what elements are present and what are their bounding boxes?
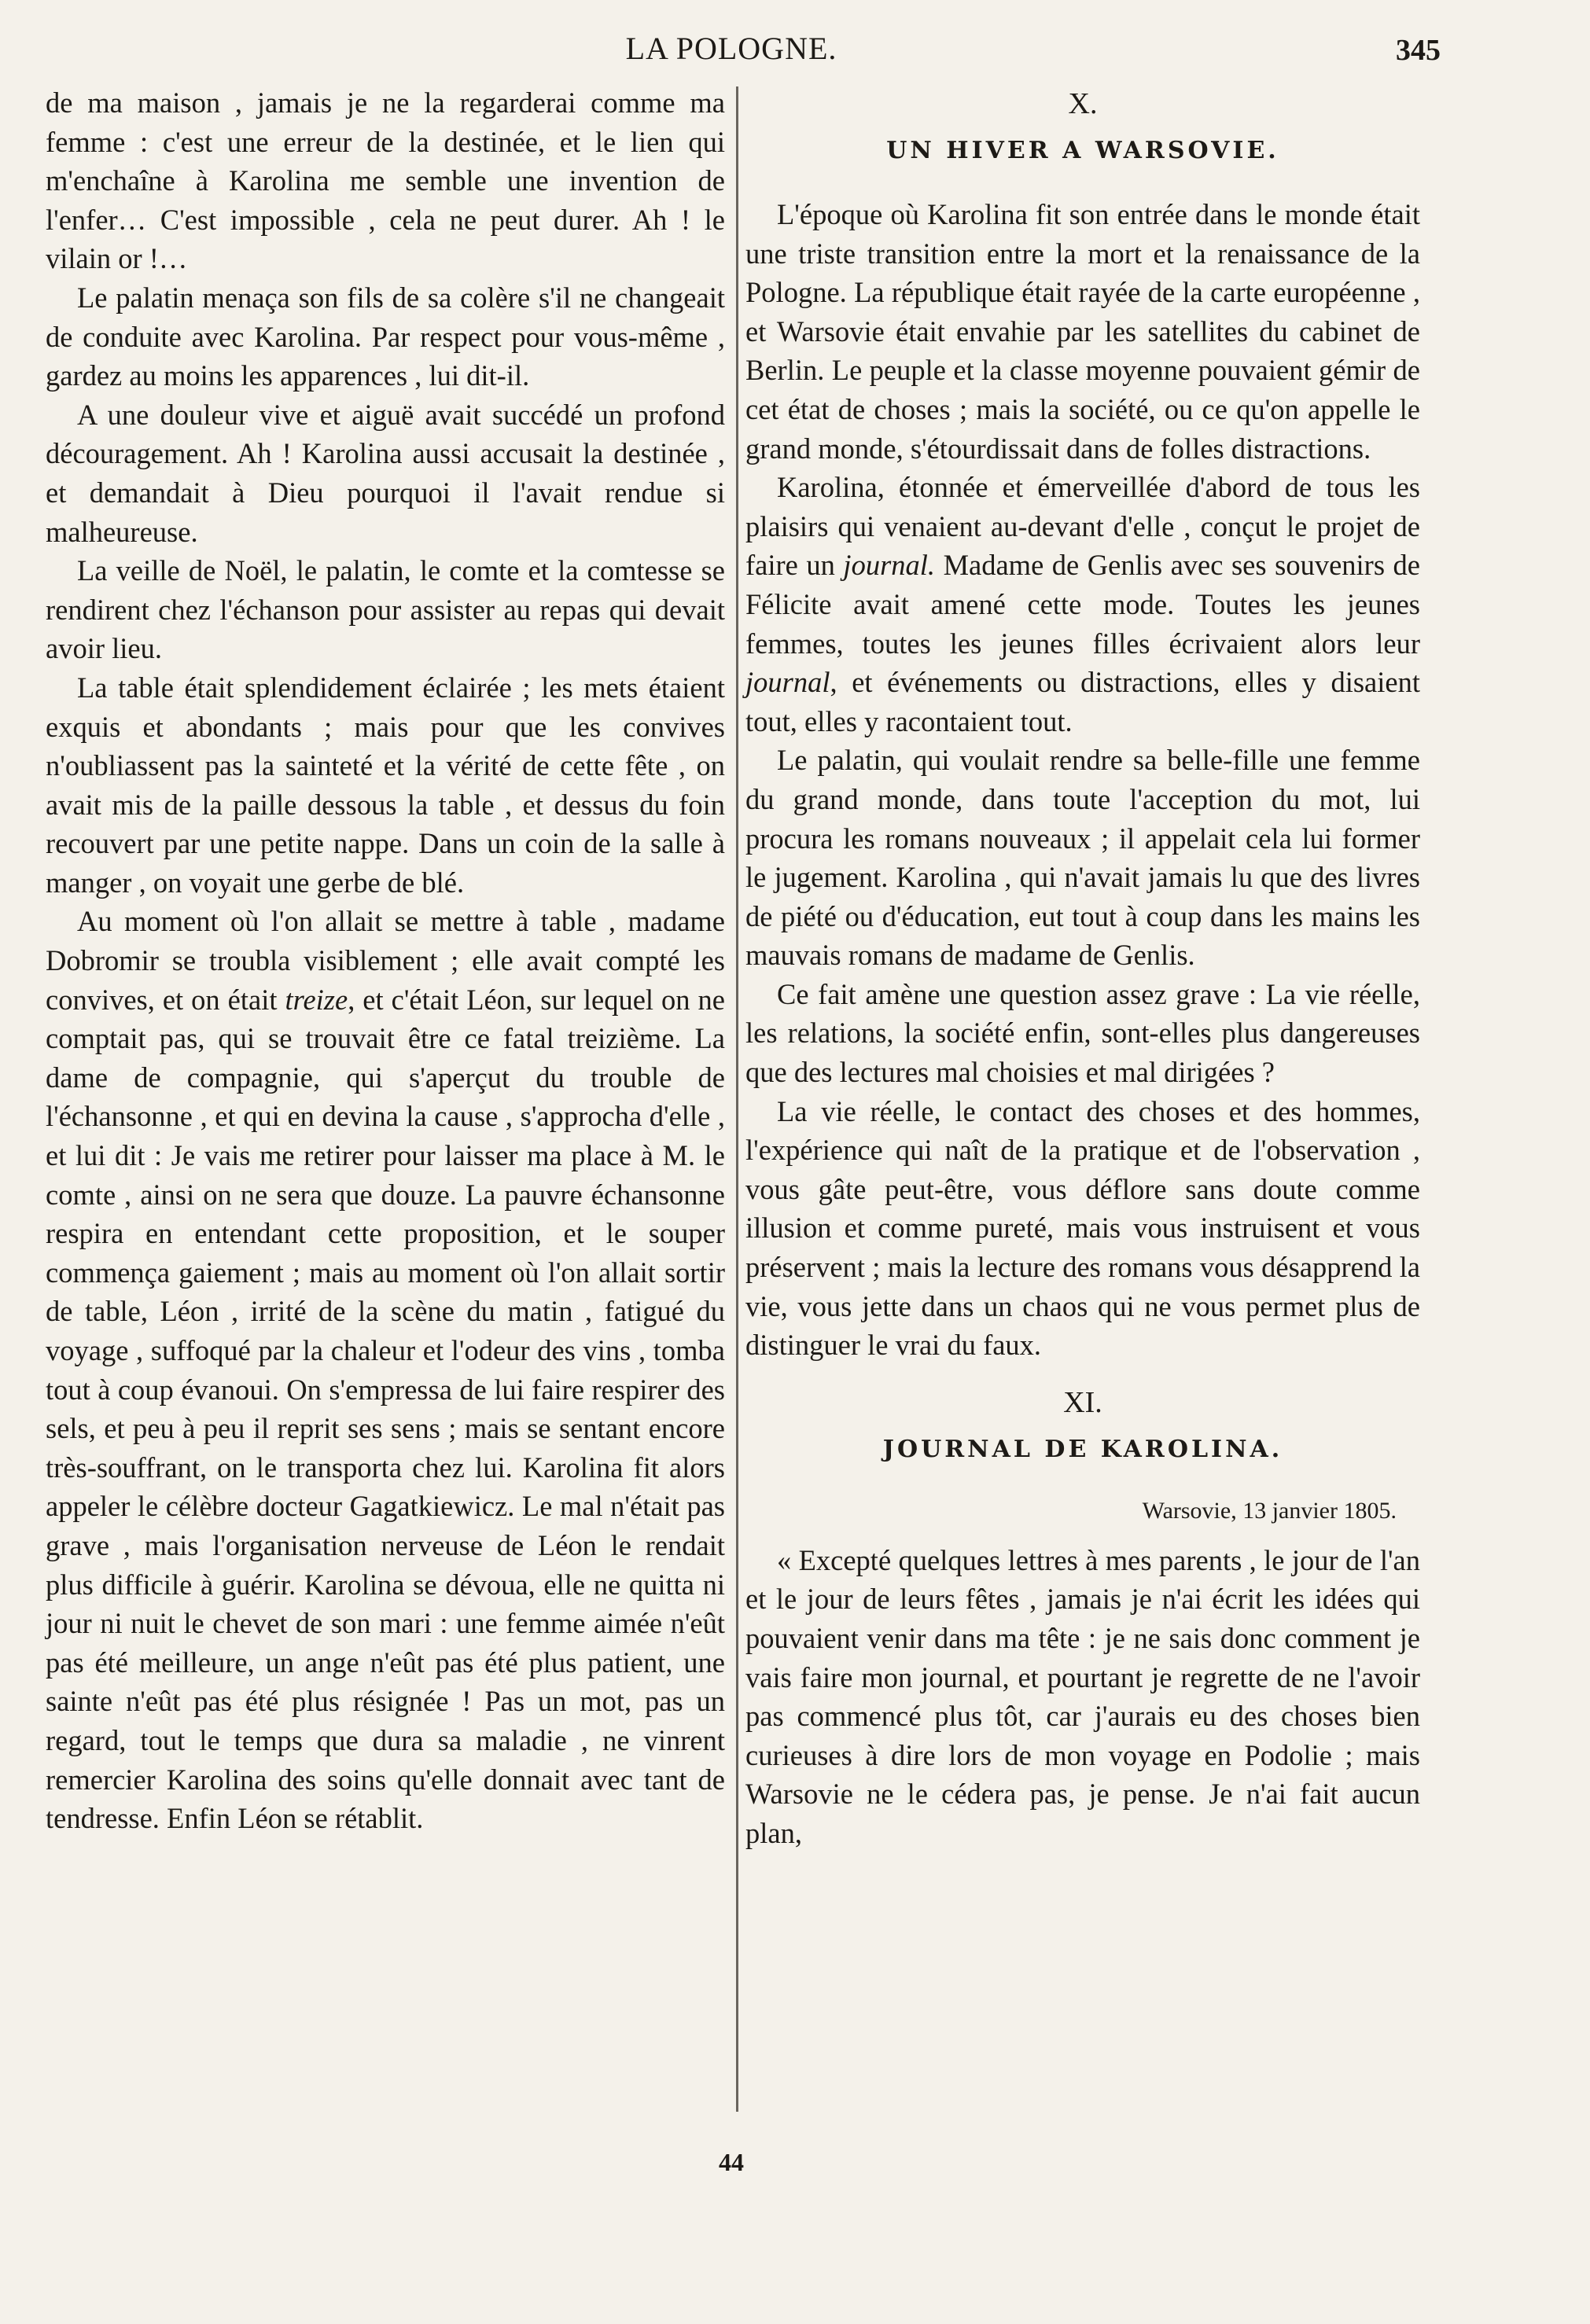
section-number: XI.	[1063, 1385, 1102, 1419]
right-column	[745, 83, 1420, 1853]
text-run: Au moment où l'on allait se mettre à table , madame Dobromir se troubla visiblement ; elle avait compté les convives, et on était	[46, 905, 725, 1016]
paragraph	[46, 902, 725, 1837]
paragraph: « Excepté quelques lettres à mes parents , le jour de l'an et le jour de leurs fêtes , jamais je n'ai écrit les idées qui pouvaient venir dans ma tête : je ne sais donc comment je vais faire mon journal, et pourtant je regrette de ne l'avoir pas commencé plus tôt, car j'aurais eu des choses bien curieuses à dire lors de mon voyage en Podolie ; mais Warsovie ne le cédera pas, je pense. Je n'ai fait aucun plan,	[745, 1543, 1420, 1849]
dateline: Warsovie, 13 janvier 1805.	[1142, 1497, 1397, 1524]
paragraph: Le palatin menaça son fils de sa colère s'il ne changeait de conduite avec Karolina. Par respect pour vous-même , gardez au moins les apparences , lui dit-il.	[46, 281, 725, 392]
paragraph	[745, 468, 1420, 741]
italic-text: journal.	[843, 549, 936, 582]
paragraph: La vie réelle, le contact des choses et des hommes, l'expérience qui naît de la pratique et de l'observation , vous gâte peut-être, vous déflore sans doute comme illusion et comme pureté, mais vous instruisent et vous préservent ; mais la lecture des romans vous désapprend la vie, vous jette dans un chaos qui ne vous permet plus de distinguer le vrai du faux.	[745, 1094, 1420, 1362]
left-column	[46, 83, 725, 1838]
text-run: Madame de Genlis avec ses souvenirs de Félicite avait amené cette mode. Toutes les jeunes femmes, toutes les jeunes filles écrivaient alors leur	[745, 549, 1420, 660]
text-run: Karolina, étonnée et émerveillée d'abord de tous les plaisirs qui venaient au-devant d'elle , conçut le projet de faire un	[745, 471, 1420, 582]
running-head: LA POLOGNE.	[625, 31, 837, 66]
signature-mark: 44	[719, 2148, 744, 2176]
paragraph: Ce fait amène une question assez grave : La vie réelle, les relations, la société enfin, sont-elles plus dangereuses que des lectures mal choisies et mal dirigées ?	[745, 977, 1420, 1089]
paragraph: Le palatin, qui voulait rendre sa belle-fille une femme du grand monde, dans toute l'acception du mot, lui procura les romans nouveaux ; il appelait cela lui former le jugement. Karolina , qui n'avait jamais lu que des livres de piété ou d'éducation, eut tout à coup dans les mains les mauvais romans de madame de Genlis.	[745, 744, 1420, 972]
text-run: , et événements ou distractions, elles y disaient tout, elles y racontaient tout.	[745, 666, 1420, 737]
paragraph: L'époque où Karolina fit son entrée dans le monde était une triste transition entre la mort et la renaissance de la Pologne. La république était rayée de la carte européenne , et Warsovie était envahie par les satellites du cabinet de Berlin. Le peuple et la classe moyenne pouvaient gémir de cet état de choses ; mais la société, ou ce qu'on appelle le grand monde, s'étourdissait dans de folles distractions.	[745, 198, 1420, 465]
text-run: , et c'était Léon, sur lequel on ne comptait pas, qui se trouvait être ce fatal treizième. La dame de compagnie, qui s'aperçut du trouble de l'échansonne , et qui en devina la cause , s'approcha d'elle , et lui dit : Je vais me retirer pour laisser ma place à M. le comte , ainsi on ne sera que douze. La pauvre échansonne respira en entendant cette proposition, et le souper commença gaiement ; mais au moment où l'on allait sortir de table, Léon , irrité de la scène du matin , fatigué du voyage , suffoqué par la chaleur et l'odeur des vins , tomba tout à coup évanoui. On s'empressa de lui faire respirer des sels, et peu à peu il reprit ses sens ; mais se sentant encore très-souffrant, on le transporta chez lui. Karolina fit alors appeler le célèbre docteur Gagatkiewicz. Le mal n'était pas grave , mais l'organisation nerveuse de Léon le rendait plus difficile à guérir. Karolina se dévoua, elle ne quitta ni jour ni nuit le chevet de son mari : une femme aimée n'eût pas été meilleure, un ange n'eût pas été plus patient, une sainte n'eût pas été plus résignée ! Pas un mot, pas un regard, tout le temps que dura sa maladie , ne vinrent remercier Karolina des soins qu'elle donnait avec tant de tendresse. Enfin Léon se rétablit.	[46, 983, 725, 1835]
column-divider	[736, 86, 738, 2112]
paragraph: La table était splendidement éclairée ; les mets étaient exquis et abondants ; mais pour que les convives n'oubliassent pas la sainteté et la vérité de cette fête , on avait mis de la paille dessous la table , et dessus du foin recouvert par une petite nappe. Dans un coin de la salle à manger , on voyait une gerbe de blé.	[46, 671, 725, 899]
paragraph: A une douleur vive et aiguë avait succédé un profond découragement. Ah ! Karolina aussi accusait la destinée , et demandait à Dieu pourquoi il l'avait rendue si malheureuse.	[46, 398, 725, 548]
paragraph: La veille de Noël, le palatin, le comte et la comtesse se rendirent chez l'échanson pour assister au repas qui devait avoir lieu.	[46, 554, 725, 665]
section-title: UN HIVER A WARSOVIE.	[886, 137, 1279, 164]
page-number: 345	[1396, 34, 1441, 67]
italic-text: treize	[285, 983, 348, 1016]
section-title: JOURNAL DE KAROLINA.	[882, 1435, 1283, 1463]
paragraph: de ma maison , jamais je ne la regarderai comme ma femme : c'est une erreur de la destinée, et le lien qui m'enchaîne à Karolina me semble une invention de l'enfer… C'est impossible , cela ne peut durer. Ah ! le vilain or !…	[46, 86, 725, 275]
section-number: X.	[1068, 87, 1098, 120]
italic-text: journal	[745, 666, 830, 699]
